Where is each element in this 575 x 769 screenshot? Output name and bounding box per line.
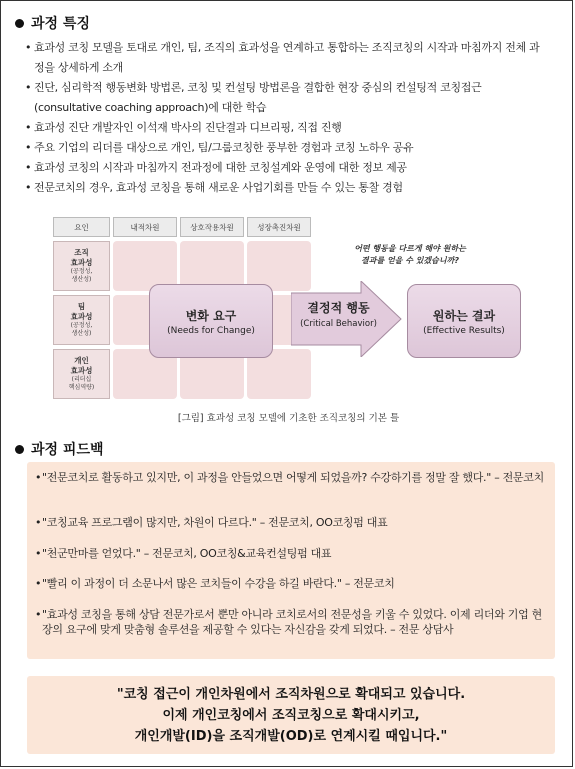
coaching-model-diagram	[53, 217, 523, 405]
feedback-item: • "천군만마를 얻었다." – 전문코치, OO코칭&교육컨설팅펌 대표	[35, 546, 550, 561]
feedback-item: • "효과성 코칭을 통해 상담 전문가로서 뿐만 아니라 코치로서의 전문성을 키울 수 있었다. 이제 리더와 기업 현장의 요구에 맞게 맞춤형 솔루션을 제공할 수 있다는 자신감을 갖게 되었다. – 전문 상담사	[35, 607, 550, 637]
row-label-team: 팀 효과성 (공정성, 생산성)	[53, 295, 110, 345]
feature-list	[25, 38, 545, 198]
feature-item: • 효과성 진단 개발자인 이석재 박사의 진단결과 디브리핑, 직접 진행	[25, 118, 545, 138]
feature-item: • 효과성 코칭 모델을 토대로 개인, 팀, 조직의 효과성을 연계하고 통합하는 조직코칭의 시작과 마침까지 전체 과정을 상세하게 소개	[25, 38, 545, 78]
callout-question: 어떤 행동을 다르게 해야 원하는 결과를 얻을 수 있겠습니까?	[354, 244, 466, 265]
bullet-dot-icon	[15, 445, 24, 454]
feedback-item: • "코칭교육 프로그램이 많지만, 차원이 다르다." – 전문코치, OO코칭펌 대표	[35, 515, 550, 530]
header-internal: 내적차원	[113, 217, 177, 237]
needs-for-change-box: 변화 요구 (Needs for Change)	[149, 284, 273, 358]
quote-line: 이제 개인코칭에서 조직코칭으로 확대시키고,	[162, 707, 420, 723]
row-label-individual: 개인 효과성 (리더십 핵심역량)	[53, 349, 110, 399]
section-title-feedback: 과정 피드백	[15, 439, 104, 459]
section-title-features: 과정 특징	[15, 13, 90, 33]
bullet-dot-icon	[15, 19, 24, 28]
header-factor: 요인	[53, 217, 110, 237]
header-growth: 성장촉진차원	[247, 217, 311, 237]
header-interaction: 상호작용차원	[180, 217, 244, 237]
critical-behavior-label: 결정적 행동 (Critical Behavior)	[300, 301, 377, 329]
figure-caption: [그림] 효과성 코칭 모델에 기초한 조직코칭의 기본 틀	[177, 413, 400, 424]
quote-line: "코칭 접근이 개인차원에서 조직차원으로 확대되고 있습니다.	[116, 686, 466, 702]
feedback-item: • "빨리 이 과정이 더 소문나서 많은 코치들이 수강을 하길 바란다." – 전문코치	[35, 576, 550, 591]
feature-item: • 주요 기업의 리더를 대상으로 개인, 팀/그룹코칭한 풍부한 경험과 코칭 노하우 공유	[25, 138, 545, 158]
feedback-box	[27, 462, 555, 659]
feature-item: • 전문코치의 경우, 효과성 코칭을 통해 새로운 사업기회를 만들 수 있는 통찰 경험	[25, 178, 545, 198]
feedback-item: • "전문코치로 활동하고 있지만, 이 과정을 안들었으면 어떻게 되었을까? 수강하기를 정말 잘 했다." – 전문코치	[35, 470, 550, 485]
quote-box	[27, 676, 555, 754]
quote-line: 개인개발(ID)을 조직개발(OD)로 연계시킬 때입니다."	[134, 728, 448, 744]
feature-item: • 효과성 코칭의 시작과 마침까지 전과정에 대한 코칭설계와 운영에 대한 정보 제공	[25, 158, 545, 178]
effective-results-box: 원하는 결과 (Effective Results)	[407, 284, 521, 358]
feature-item: • 진단, 심리학적 행동변화 방법론, 코칭 및 컨설팅 방법론을 결합한 현장 중심의 컨설팅적 코칭접근(consultative coaching approach)에 대한 학습	[25, 78, 545, 118]
row-label-organization: 조직 효과성 (공정성, 생산성)	[53, 241, 110, 291]
